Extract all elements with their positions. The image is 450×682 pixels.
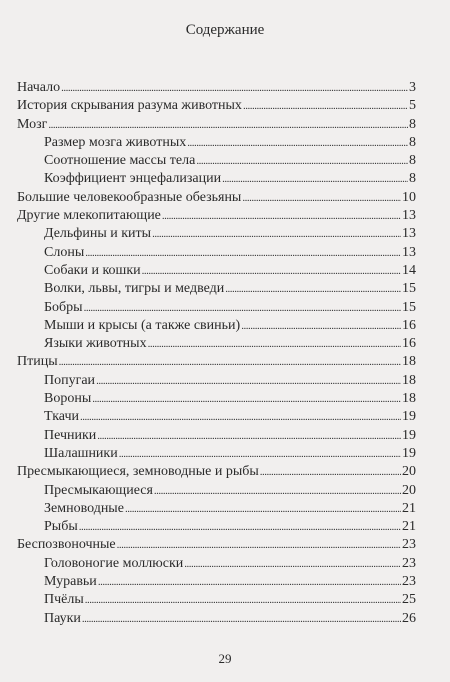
toc-entry-title: Рыбы <box>44 519 78 535</box>
toc-entry <box>17 463 416 481</box>
dot-leader <box>222 170 408 188</box>
dot-leader <box>117 536 401 554</box>
toc-entry-page-number: 14 <box>402 262 416 278</box>
toc-entry-title: Печники <box>44 427 97 443</box>
toc-entry <box>17 152 416 170</box>
dot-leader <box>80 408 401 426</box>
toc-entry-title: Беспозвоночные <box>17 537 116 553</box>
toc-entry-title: История скрывания разума животных <box>17 98 242 114</box>
toc-entry <box>17 79 416 97</box>
dot-leader <box>98 573 401 591</box>
toc-entry <box>17 573 416 591</box>
toc-entry-title: Слоны <box>44 244 85 260</box>
toc-entry-page-number: 23 <box>402 537 416 553</box>
dot-leader <box>148 335 401 353</box>
toc-entry-page-number: 13 <box>402 226 416 242</box>
toc-entry-page-number: 16 <box>402 336 416 352</box>
toc-entry <box>17 353 416 371</box>
dot-leader <box>152 225 401 243</box>
toc-entry-page-number: 15 <box>402 281 416 297</box>
toc-entry <box>17 482 416 500</box>
toc-entry-page-number: 8 <box>409 116 416 132</box>
toc-entry-title: Мозг <box>17 116 48 132</box>
dot-leader <box>96 372 401 390</box>
toc-entry-page-number: 13 <box>402 244 416 260</box>
toc-entry-page-number: 20 <box>402 482 416 498</box>
dot-leader <box>59 353 401 371</box>
toc-entry <box>17 262 416 280</box>
toc-entry <box>17 317 416 335</box>
toc-entry-page-number: 18 <box>402 372 416 388</box>
toc-entry <box>17 189 416 207</box>
toc-entry-page-number: 19 <box>402 427 416 443</box>
toc-entry-page-number: 21 <box>402 500 416 516</box>
dot-leader <box>241 317 401 335</box>
dot-leader <box>260 463 401 481</box>
toc-entry-title: Другие млекопитающие <box>17 208 161 224</box>
toc-entry-page-number: 23 <box>402 555 416 571</box>
toc-entry-title: Пчёлы <box>44 592 84 608</box>
dot-leader <box>84 299 401 317</box>
toc-entry-page-number: 5 <box>409 98 416 114</box>
toc-entry-page-number: 19 <box>402 445 416 461</box>
toc-entry-title: Шалашники <box>44 445 118 461</box>
toc-entry-title: Попугаи <box>44 372 96 388</box>
toc-entry <box>17 280 416 298</box>
toc-entry <box>17 207 416 225</box>
dot-leader <box>92 390 401 408</box>
toc-entry-title: Волки, львы, тигры и медведи <box>44 281 225 297</box>
dot-leader <box>119 445 401 463</box>
toc-entry-page-number: 16 <box>402 317 416 333</box>
toc-entry <box>17 518 416 536</box>
toc-entry <box>17 134 416 152</box>
toc-entry-title: Муравьи <box>44 574 97 590</box>
toc-entry-page-number: 10 <box>402 189 416 205</box>
toc-entry-page-number: 3 <box>409 80 416 95</box>
toc-entry-page-number: 8 <box>409 134 416 150</box>
toc-entry-title: Размер мозга животных <box>44 134 187 150</box>
toc-entry <box>17 536 416 554</box>
toc-entry-title: Пресмыкающиеся <box>44 482 153 498</box>
toc-entry <box>17 170 416 188</box>
toc-entry <box>17 500 416 518</box>
toc-entry-title: Пресмыкающиеся, земноводные и рыбы <box>17 464 259 480</box>
toc-entry-title: Вороны <box>44 391 92 407</box>
dot-leader <box>82 610 401 628</box>
dot-leader <box>125 500 401 518</box>
toc-entry <box>17 225 416 243</box>
toc-entry-title: Коэффициент энцефализации <box>44 171 222 187</box>
toc-entry <box>17 116 416 134</box>
toc-entry <box>17 408 416 426</box>
toc-entry-page-number: 19 <box>402 409 416 425</box>
dot-leader <box>243 97 408 115</box>
toc-entry <box>17 97 416 115</box>
toc-entry <box>17 335 416 353</box>
page-title: Содержание <box>185 22 265 38</box>
toc-entry-title: Собаки и кошки <box>44 262 141 278</box>
toc-entry-title: Птицы <box>17 354 58 370</box>
dot-leader <box>154 482 401 500</box>
dot-leader <box>85 244 401 262</box>
toc-entry <box>17 591 416 609</box>
toc-entry-title: Пауки <box>44 610 81 626</box>
toc-entry-page-number: 8 <box>409 153 416 169</box>
page-number: 29 <box>218 651 232 666</box>
toc-entry-title: Соотношение массы тела <box>44 153 196 169</box>
dot-leader <box>187 134 408 152</box>
toc-entry <box>17 445 416 463</box>
dot-leader <box>48 116 408 134</box>
table-of-contents <box>17 79 416 628</box>
toc-entry <box>17 427 416 445</box>
dot-leader <box>97 427 401 445</box>
toc-entry-page-number: 25 <box>402 592 416 608</box>
dot-leader <box>162 207 401 225</box>
toc-entry-title: Языки животных <box>44 336 147 352</box>
toc-entry <box>17 555 416 573</box>
toc-entry <box>17 390 416 408</box>
toc-entry-title: Дельфины и киты <box>44 226 152 242</box>
toc-entry-title: Ткачи <box>44 409 79 425</box>
toc-entry-page-number: 13 <box>402 208 416 224</box>
dot-leader <box>61 79 408 97</box>
dot-leader <box>225 280 401 298</box>
dot-leader <box>184 555 401 573</box>
toc-entry <box>17 610 416 628</box>
toc-entry-title: Мыши и крысы (а также свиньи) <box>44 317 241 333</box>
dot-leader <box>85 591 401 609</box>
dot-leader <box>79 518 401 536</box>
toc-entry <box>17 299 416 317</box>
toc-entry-page-number: 15 <box>402 299 416 315</box>
dot-leader <box>142 262 401 280</box>
toc-entry-page-number: 20 <box>402 464 416 480</box>
toc-entry-page-number: 26 <box>402 610 416 626</box>
dot-leader <box>196 152 408 170</box>
toc-entry-title: Начало <box>17 80 61 95</box>
toc-entry-title: Земноводные <box>44 500 124 516</box>
toc-entry-page-number: 18 <box>402 391 416 407</box>
toc-entry-page-number: 8 <box>409 171 416 187</box>
toc-entry-title: Головоногие моллюски <box>44 555 184 571</box>
toc-entry-page-number: 21 <box>402 519 416 535</box>
toc-entry-title: Большие человекообразные обезьяны <box>17 189 242 205</box>
toc-entry-page-number: 18 <box>402 354 416 370</box>
toc-entry <box>17 372 416 390</box>
toc-entry-page-number: 23 <box>402 574 416 590</box>
toc-entry <box>17 244 416 262</box>
dot-leader <box>242 189 401 207</box>
toc-entry-title: Бобры <box>44 299 83 315</box>
